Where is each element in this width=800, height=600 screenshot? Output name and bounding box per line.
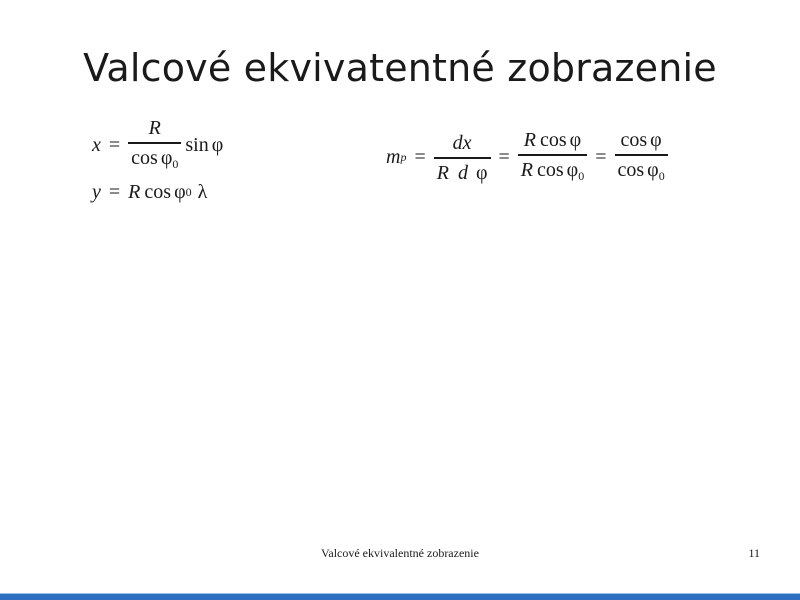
- eq-y-R: R: [128, 181, 141, 203]
- eq-m-equals-3: =: [595, 146, 607, 169]
- eq-m-equals-2: =: [498, 146, 510, 169]
- eq-m-f3-num-fn: cos: [620, 129, 648, 151]
- eq-m-f2-den-fn: cos: [537, 158, 564, 181]
- eq-y-equals: =: [108, 181, 121, 203]
- eq-m-f3-num-sym: φ: [650, 129, 662, 151]
- eq-x-den-sub: 0: [172, 156, 179, 171]
- bottom-band: [0, 593, 800, 600]
- slide-title: Valcové ekvivatentné zobrazenie: [83, 46, 717, 90]
- eq-y-sub: 0: [185, 185, 192, 199]
- eq-m-f1-den-R: R: [436, 161, 449, 184]
- eq-x-equals: =: [108, 134, 121, 157]
- eq-m-f3-den-sub: 0: [658, 168, 665, 183]
- eq-m-f2-den: [518, 156, 587, 188]
- eq-m-f3-den-sym: φ: [647, 158, 659, 181]
- eq-m-f1-den: [434, 159, 491, 185]
- eq-x-numerator: R: [148, 117, 161, 139]
- eq-m-f2-num-sym: φ: [569, 129, 582, 151]
- eq-x-sym: φ: [211, 134, 224, 157]
- equation-mp: [386, 128, 668, 188]
- eq-m-fraction-1: [434, 131, 491, 185]
- eq-x-den-sym: φ: [160, 146, 173, 169]
- eq-m-f3-num: [618, 128, 665, 154]
- eq-m-f3-den: [615, 156, 668, 188]
- eq-x-denominator: [128, 144, 181, 176]
- eq-m-f1-den-sym: φ: [475, 161, 488, 184]
- eq-m-lhs: m: [386, 146, 401, 169]
- eq-y-lhs: y: [92, 181, 101, 203]
- eq-m-lhs-sub: p: [400, 150, 407, 165]
- eq-m-f2-num-fn: cos: [540, 129, 567, 151]
- eq-x-lhs: x: [92, 134, 101, 157]
- eq-m-f2-den-R: R: [520, 158, 533, 181]
- eq-x-fraction: [128, 116, 181, 176]
- equation-y: [92, 181, 207, 204]
- eq-y-sym: φ: [174, 181, 186, 203]
- eq-m-f1-den-d: d: [457, 161, 468, 184]
- eq-m-equals-1: =: [414, 146, 426, 169]
- eq-y-fn: cos: [144, 181, 172, 203]
- eq-m-fraction-3: [615, 128, 668, 188]
- eq-m-fraction-2: [518, 128, 587, 188]
- equation-x: [92, 116, 223, 176]
- eq-m-f2-den-sym: φ: [566, 158, 579, 181]
- eq-m-f2-num: [521, 128, 584, 154]
- eq-m-f1-num: dx: [452, 132, 472, 154]
- eq-m-f3-den-fn: cos: [617, 158, 645, 181]
- eq-y-lambda: λ: [197, 181, 208, 203]
- footer-title: Valcové ekvivalentné zobrazenie: [321, 546, 479, 560]
- eq-m-f2-den-sub: 0: [578, 168, 585, 183]
- eq-x-fn: sin: [185, 134, 209, 157]
- eq-m-f2-num-R: R: [523, 129, 536, 151]
- eq-x-den-fn: cos: [131, 146, 158, 169]
- page-number: 11: [748, 546, 760, 560]
